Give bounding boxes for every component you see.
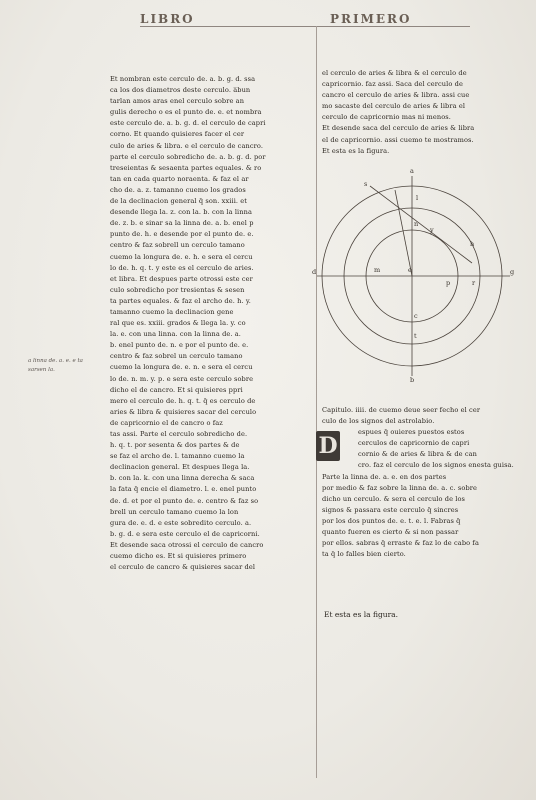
text-line: tan en cada quarto noraenta. & faz el ar [110, 174, 249, 183]
text-line: Parte la linna de. a. e. en dos partes [322, 472, 447, 481]
diagram-label-h: h [470, 240, 475, 248]
diagram-label-a: a [410, 168, 414, 175]
text-line: aries & libra & quisieres sacar del cerculo [110, 407, 257, 416]
text-line: de. d. et por el punto de. e. centro & faz so [110, 496, 259, 505]
diagram-label-t: t [414, 332, 417, 340]
diagram-label-b: b [410, 376, 415, 383]
astrolabe-circles-diagram [312, 168, 517, 383]
figure-caption: Et esta es la figura. [324, 610, 399, 619]
text-line: la. e. con una linna. con la linna de. a. [110, 330, 242, 339]
text-line: por medio & faz sobre la linna de. a. c. sobre [322, 483, 478, 492]
text-line: cornio & de aries & libra & de can [358, 450, 478, 459]
text-line: mero el cerculo de. h. q. t. q̄ es cerculo de [110, 396, 256, 405]
margin-note: a linna de. a. e. e ta sarsen la. [28, 358, 83, 373]
text-line: brell un cerculo tamano cuemo la lon [110, 507, 239, 516]
text-line: h. q. t. por sesenta & dos partes & de [110, 441, 240, 450]
text-line: centro & faz sobrel un cerculo tamano [110, 352, 243, 361]
text-line: por ellos. sabras q̄ erraste & faz lo de cabo fa [322, 539, 479, 548]
text-line: b. enel punto de. n. e por el punto de. e. [110, 341, 249, 350]
text-line: declinacion general. Et despues llega la. [110, 463, 250, 472]
text-line: de capricornio el de cancro o faz [110, 418, 223, 427]
text-line: treseientas & sesaenta partes equales. & ro [110, 163, 262, 172]
text-line: et libra. Et despues parte otrossi este cer [110, 274, 253, 283]
diagram-label-g: g [510, 268, 515, 276]
diagram-label-s: s [364, 180, 368, 188]
text-line: culo de aries & libra. e el cerculo de cancro. [110, 141, 264, 150]
text-line: de. z. b. e sinar sa la linna de. a. b. enel p [110, 219, 254, 228]
text-line: espues q̄ ouieres puestos estos [358, 428, 465, 437]
text-line: de la declinacion general q̄ son. xxiii. et [110, 197, 248, 206]
text-line: Et esta es la figura. [322, 146, 390, 155]
text-line: quanto fueren es cierto & si non passar [322, 528, 459, 537]
text-line: dicho un cerculo. & sera el cerculo de los [322, 494, 466, 503]
text-line: desende llega la. z. con la. b. con la linna [110, 208, 252, 217]
text-line: la fata q̄ encie el diametro. l. e. enel punto [110, 485, 257, 494]
diagram-label-p: p [446, 279, 451, 287]
text-line: cerculo de capricornio mas ni menos. [322, 113, 451, 122]
text-line: lo de. h. q. t. y este es el cerculo de aries. [110, 263, 254, 272]
text-line: tamanno cuemo la declinacion gene [110, 307, 234, 316]
diagram-label-m: m [374, 266, 381, 274]
text-line: Et desende saca del cerculo de aries & libra [322, 124, 475, 133]
text-line: corno. Et quando quisieres facer el cer [110, 130, 245, 139]
text-line: lo de. n. m. y. p. e sera este cerculo sobre [110, 374, 254, 383]
diagram-label-d: d [312, 268, 317, 276]
text-line: Et desende saca otrossi el cerculo de cancro [110, 540, 264, 549]
left-column-text [110, 74, 302, 573]
text-line: el de capricornio. assi cuemo te mostramos. [322, 135, 474, 144]
text-line: dicho el de cancro. Et si quisieres ppri [110, 385, 243, 394]
diagram-label-y: y [430, 226, 434, 234]
text-line: Capitulo. iiii. de cuemo deue seer fecho el cer [322, 406, 481, 414]
diagram-label-e: e [408, 266, 412, 274]
text-line: cuemo dicho es. Et si quisieres primero [110, 552, 247, 561]
text-line: culo sobredicho por tresientas & sesen [110, 285, 245, 294]
top-rule [140, 26, 470, 27]
diagram-label-c: c [414, 312, 418, 320]
text-line: tas assi. Parte el cerculo sobredicho de. [110, 430, 248, 438]
text-line: parte el cerculo sobredicho de. a. b. g. d. por [110, 152, 266, 161]
right-column-bottom-text [322, 405, 522, 560]
declination-line [395, 190, 412, 276]
text-line: gura de. e. d. e este sobredito cerculo. a. [110, 518, 252, 527]
running-head-left: LIBRO [140, 12, 195, 26]
text-line: cuemo la longura de. e. h. e sera el cercu [110, 252, 253, 261]
text-line: ta q̄ lo falles bien cierto. [322, 550, 406, 559]
text-line: cerculos de capricornio de capri [358, 439, 470, 448]
text-line: cancro el cerculo de aries & libra. assi cue [322, 91, 470, 100]
text-line: gulis derecho o es el punto de. e. et nombra [110, 108, 262, 117]
text-line: mo sacaste del cerculo de aries & libra el [322, 102, 466, 111]
text-line: este cerculo de. a. b. g. d. el cerculo de capri [110, 119, 266, 128]
text-line: ta partes equales. & faz el archo de. h. y. [110, 296, 251, 305]
text-line: Et nombran este cerculo de. a. b. g. d. ssa [110, 75, 256, 83]
illuminated-initial: D [316, 431, 340, 461]
diagram-label-r: r [472, 279, 476, 287]
text-line: centro & faz sobrell un cerculo tamano [110, 241, 245, 250]
running-head-right: PRIMERO [330, 12, 412, 26]
text-line: b. con la. k. con una linna derecha & saca [110, 474, 255, 483]
diagram-label-n: n [414, 220, 419, 228]
column-divider [316, 26, 317, 778]
text-line: ca los dos diametros deste cerculo. a̅bun [110, 86, 251, 95]
text-line: capricornio. faz assi. Saca del cerculo de [322, 80, 463, 89]
text-line: cuemo la longura de. e. n. e sera el cercu [110, 363, 253, 372]
text-line: cho de. a. z. tamanno cuemo los grados [110, 185, 246, 194]
text-line: signos & passara este cerculo q̄ sincres [322, 505, 459, 514]
text-line: el cerculo de aries & libra & el cerculo de [322, 69, 467, 77]
right-column-top-text [322, 68, 522, 157]
text-line: se faz el archo de. l. tamanno cuemo la [110, 452, 245, 461]
text-line: el cerculo de cancro & quisieres sacar del [110, 563, 256, 572]
text-line: por los dos puntos de. e. t. e. l. Fabras q̄ [322, 516, 461, 525]
text-line: punto de. h. e desende por el punto de. e. [110, 230, 254, 239]
text-line: culo de los signos del astrolabio. [322, 417, 435, 426]
text-line: tarlan amos aras enel cerculo sobre an [110, 97, 245, 106]
diagram-label-l: l [416, 194, 419, 202]
text-line: cro. faz el cerculo de los signos enesta guisa. [358, 461, 514, 470]
text-line: b. g. d. e sera este cerculo el de capricorni. [110, 529, 260, 538]
text-line: ral que es. xxiii. grados & llega la. y. co [110, 319, 246, 328]
